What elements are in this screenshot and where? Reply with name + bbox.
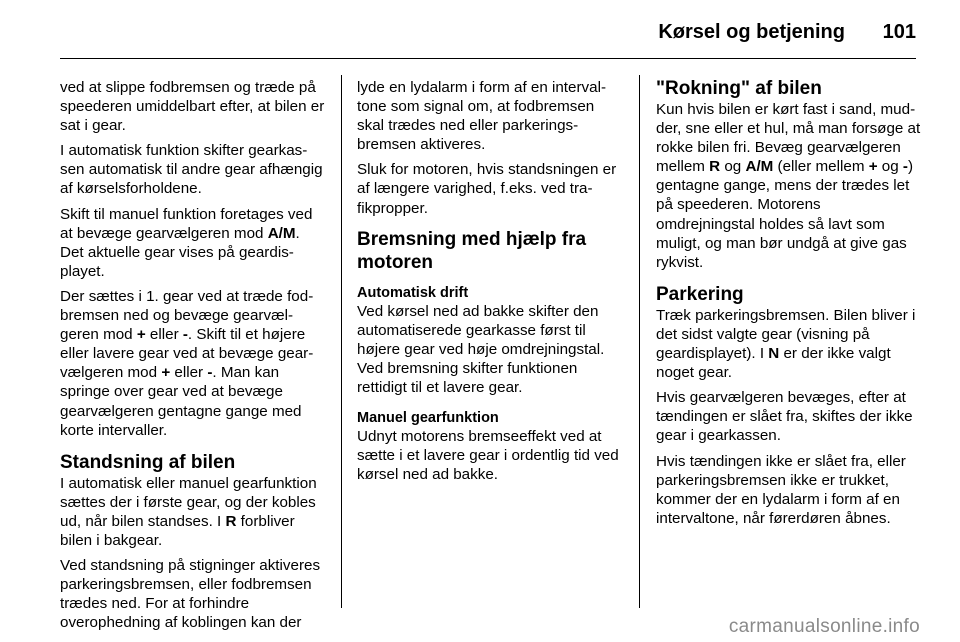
gear-key-label: - xyxy=(182,326,188,344)
paragraph: Træk parkeringsbremsen. Bilen bliver i det sidst valgte gear (visning på geardisplayet). I N er der ikke valgt noget gear. xyxy=(656,306,916,382)
page-number: 101 xyxy=(882,21,916,43)
paragraph: Skift til manuel funktion foretages ved at bevæge gearvælgeren mod A/M. Det aktuelle gear vises på geardisplayet. xyxy=(60,205,313,280)
gear-key-label: - xyxy=(207,364,213,382)
section-heading: Bremsning med hjælp fra motoren xyxy=(357,228,587,273)
gear-key-label: A/M xyxy=(745,158,774,176)
gear-key-label: R xyxy=(709,158,721,176)
paragraph: Udnyt motorens bremseeffekt ved at sætte i et lavere gear i ordentlig tid ved kørsel ned ad bakke. xyxy=(357,428,619,484)
gear-key-label: - xyxy=(902,158,908,176)
paragraph: Der sættes i 1. gear ved at træde fodbremsen ned og bevæge gearvælgeren mod + eller -. Skift til et højere eller lavere gear ved at bevæge gearvælgeren mod + eller -. Man kan springe over gear ved at bevæge gearvælgeren gentagne gange med korte intervaller. xyxy=(60,287,314,439)
paragraph: Hvis tændingen ikke er slået fra, eller parkeringsbremsen ikke er trukket, kommer der en lydalarm i form af en intervaltone, når førerdøren åbnes. xyxy=(656,452,906,527)
gear-key-label: A/M xyxy=(267,224,296,242)
column-left xyxy=(60,78,326,638)
gear-key-label: + xyxy=(136,326,146,344)
gear-key-label: + xyxy=(161,364,171,382)
column-divider-right xyxy=(639,75,640,608)
paragraph: Ved standsning på stigninger aktiveres parkeringsbremsen, eller fodbremsen trædes ned. For at forhindre overophedning af koblingen kan der xyxy=(60,557,321,632)
paragraph: ved at slippe fodbremsen og træde på speederen umiddelbart efter, at bilen er sat i gear. xyxy=(60,79,325,135)
watermark-text: carmanualsonline.info xyxy=(728,616,920,637)
paragraph: lyde en lydalarm i form af en intervaltone som signal om, at fodbremsen skal trædes ned eller parkeringsbremsen aktiveres. xyxy=(357,79,607,154)
page-title: Kørsel og betjening xyxy=(658,21,845,43)
section-heading: "Rokning" af bilen xyxy=(656,78,822,99)
column-middle xyxy=(357,78,623,490)
header-divider xyxy=(60,58,916,59)
column-divider-left xyxy=(341,75,342,608)
page-header xyxy=(0,0,960,62)
paragraph: Ved kørsel ned ad bakke skifter den automatiserede gearkasse først til højere gear ved høje omdrejningstal. Ved bremsning skifter funktionen rettidigt til et lavere gear. xyxy=(357,302,605,397)
paragraph: I automatisk eller manuel gearfunktion sættes der i første gear, og der kobles ud, når bilen standses. I R forbliver bilen i bakgear. xyxy=(60,474,317,549)
subsection-heading: Automatisk drift xyxy=(357,284,469,301)
section-heading: Parkering xyxy=(656,283,744,305)
section-heading: Standsning af bilen xyxy=(60,451,236,473)
gear-key-label: + xyxy=(868,158,878,176)
gear-key-label: R xyxy=(225,512,237,530)
paragraph: Sluk for motoren, hvis standsningen er af længere varighed, f.eks. ved trafikpropper. xyxy=(357,161,617,217)
paragraph: Kun hvis bilen er kørt fast i sand, mudder, sne eller et hul, må man forsøge at rokke bilen fri. Bevæg gearvælgeren mellem R og A/M (eller mellem + og -) gentagne gange, mens der trædes let på speederen. Motorens omdrejningstal holdes så lavt som muligt, og man bør undgå at give gas rykvist. xyxy=(656,101,921,271)
paragraph: Hvis gearvælgeren bevæges, efter at tændingen er slået fra, skiftes der ikke gear i gearkassen. xyxy=(656,389,913,445)
column-right xyxy=(656,78,922,534)
subsection-heading: Manuel gearfunktion xyxy=(357,410,499,427)
paragraph: I automatisk funktion skifter gearkassen automatisk til andre gear afhængig af kørselsforholdene. xyxy=(60,142,323,198)
gear-key-label: N xyxy=(768,345,780,363)
